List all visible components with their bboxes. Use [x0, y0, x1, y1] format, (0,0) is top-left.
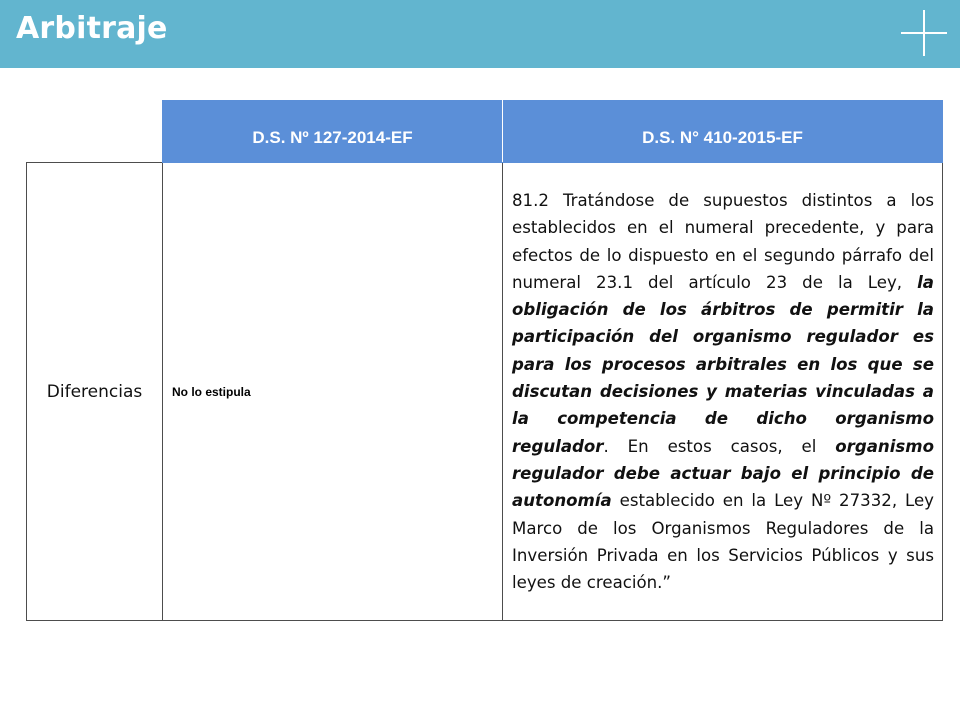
row-label-diferencias: Diferencias — [27, 163, 163, 621]
text-segment: 81.2 Tratándose de supuestos distintos a los establecidos en el numeral precedente, y para efectos de lo dispuesto en el segundo párrafo del numeral 23.1 del artículo 23 de la Ley, — [512, 191, 934, 292]
differences-row — [27, 163, 943, 621]
comparison-table — [26, 100, 943, 621]
plus-icon — [901, 10, 947, 56]
emphasis-segment: organismo regulador debe actuar bajo el principio de autonomía — [512, 436, 934, 511]
text-segment: . En estos casos, el — [603, 436, 836, 456]
header-row — [27, 101, 943, 163]
empty-corner-cell — [27, 101, 163, 163]
slide-title: Arbitraje — [16, 11, 168, 46]
cell-ds-410-2015 — [503, 163, 943, 621]
header-ds-127-2014: D.S. Nº 127-2014-EF — [163, 101, 503, 163]
header-ds-410-2015: D.S. N° 410-2015-EF — [503, 101, 943, 163]
plus-icon-vertical — [923, 10, 925, 56]
cell-ds-127-2014: No lo estipula — [163, 163, 503, 621]
text-segment: establecido en la Ley Nº 27332, Ley Marco de los Organismos Reguladores de la Inversión Privada en los Servicios Públicos y sus leyes de creación.” — [512, 491, 934, 593]
article-81-2-text — [512, 187, 934, 596]
title-bar — [0, 0, 960, 68]
emphasis-segment: la obligación de los árbitros de permitir la participación del organismo regulador es para los procesos arbitrales en los que se discutan decisiones y materias vinculadas a la competencia de dicho organismo regulador — [512, 272, 934, 456]
